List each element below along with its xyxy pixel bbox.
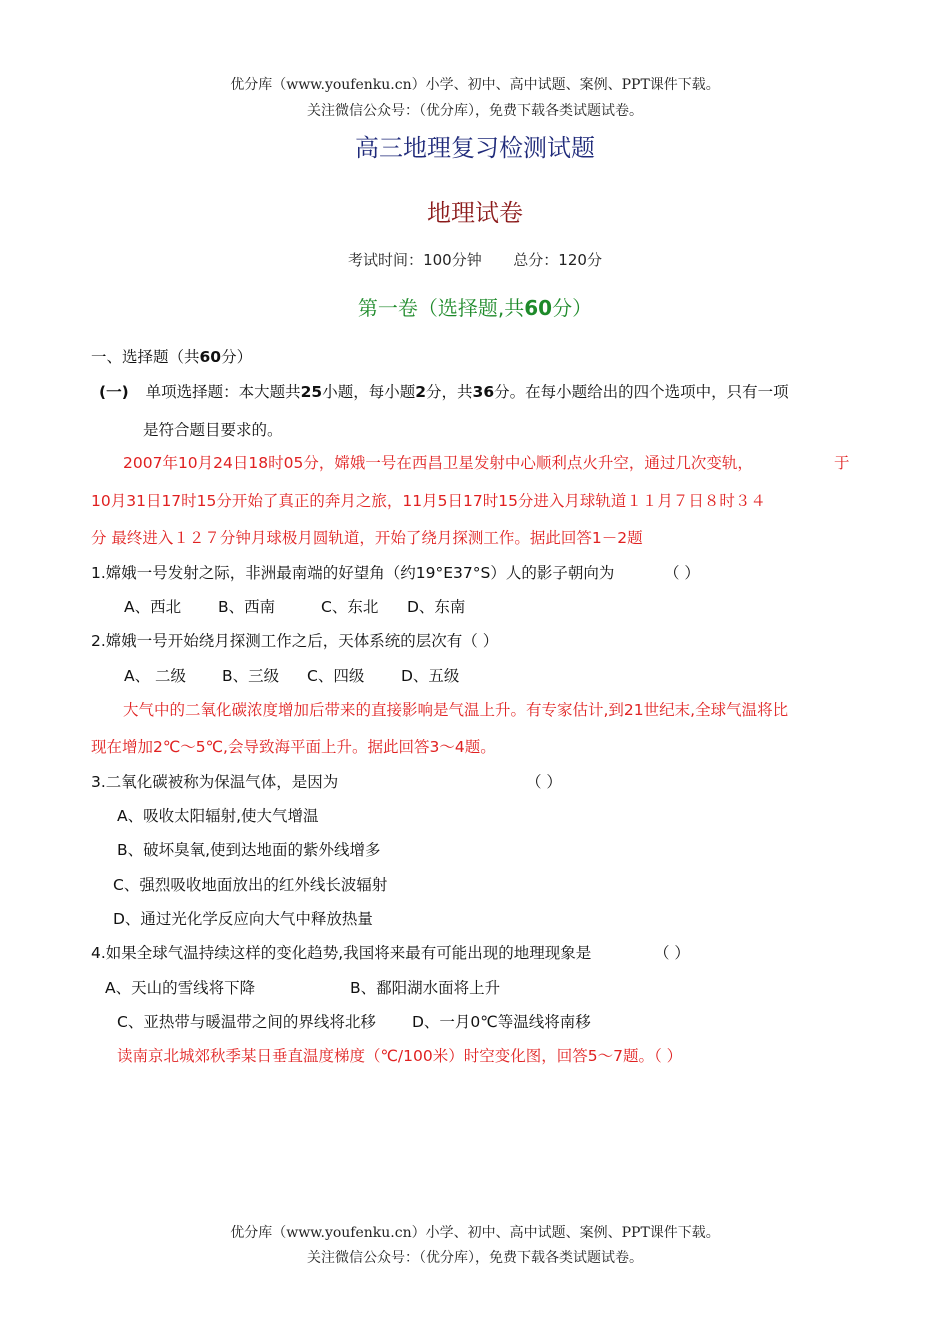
- question-3-option-b: B、破坏臭氧,使到达地面的紫外线增多: [117, 841, 381, 859]
- question-3-blank: （ ）: [526, 773, 562, 791]
- passage1-line-1-tail: 于: [834, 454, 850, 472]
- passage2-line-2: 现在增加2℃～5℃,会导致海平面上升。据此回答3～4题。: [91, 738, 496, 756]
- passage1-line-3: 分 最终进入１２７分钟月球极月圆轨道，开始了绕月探测工作。据此回答1－2题: [91, 529, 643, 547]
- question-4-option-b: B、鄱阳湖水面将上升: [350, 979, 501, 997]
- question-4-option-d: D、一月0℃等温线将南移: [412, 1013, 591, 1031]
- question-4-stem: 4.如果全球气温持续这样的变化趋势,我国将来最有可能出现的地理现象是: [91, 944, 592, 962]
- page-title: 高三地理复习检测试题: [355, 134, 595, 162]
- instructions-number: (一): [99, 383, 129, 401]
- part-heading: [91, 345, 252, 367]
- time-unit: 分钟: [451, 251, 482, 269]
- instructions-n2: 2: [415, 383, 427, 401]
- question-2-option-b: B、三级: [222, 667, 280, 685]
- question-1-option-b: B、西南: [218, 598, 276, 616]
- question-2-option-d: D、五级: [401, 667, 460, 685]
- passage1-line-2: 10月31日17时15分开始了真正的奔月之旅，11月5日17时15分进入月球轨道１１月７日８时３４: [91, 492, 766, 510]
- question-1-option-a: A、西北: [124, 598, 182, 616]
- question-4-option-a: A、天山的雪线将下降: [105, 979, 256, 997]
- section-suffix: 分）: [552, 296, 593, 320]
- exam-info: [0, 249, 950, 270]
- question-1-option-c: C、东北: [321, 598, 379, 616]
- header-line-1: 优分库（www.youfenku.cn）小学、初中、高中试题、案例、PPT课件下载。: [230, 77, 720, 93]
- passage2-line-1: 大气中的二氧化碳浓度增加后带来的直接影响是气温上升。有专家估计,到21世纪末,全球气温将比: [123, 701, 789, 719]
- instructions-n3: 36: [472, 383, 495, 401]
- question-3-option-d: D、通过光化学反应向大气中释放热量: [113, 910, 373, 928]
- question-3-stem: 3.二氧化碳被称为保温气体，是因为: [91, 773, 339, 791]
- question-1-blank: （ ）: [664, 564, 700, 582]
- instructions-line-2: 是符合题目要求的。: [143, 421, 283, 439]
- passage3-line-1: 读南京北城郊秋季某日垂直温度梯度（℃/100米）时空变化图，回答5～7题。（ ）: [117, 1047, 683, 1065]
- page-subtitle: 地理试卷: [427, 199, 523, 227]
- question-4-blank: （ ）: [654, 944, 690, 962]
- section-heading: [0, 292, 950, 321]
- question-2-option-c: C、四级: [307, 667, 365, 685]
- part-prefix: 一、选择题（共: [91, 348, 200, 366]
- question-1-stem: 1.嫦娥一号发射之际，非洲最南端的好望角（约19°E37°S）人的影子朝向为: [91, 564, 615, 582]
- instructions-c: 分，共: [426, 383, 473, 401]
- part-points: 60: [199, 348, 222, 366]
- time-value: 100: [423, 251, 452, 269]
- time-label: 考试时间：: [348, 251, 424, 269]
- instructions-n1: 25: [300, 383, 323, 401]
- instructions-b: 小题，每小题: [322, 383, 416, 401]
- instructions-d: 分。在每小题给出的四个选项中，只有一项: [494, 383, 789, 401]
- footer-line-1: 优分库（www.youfenku.cn）小学、初中、高中试题、案例、PPT课件下载。: [230, 1225, 720, 1241]
- instructions-line-1: [99, 380, 789, 402]
- question-3-option-a: A、吸收太阳辐射,使大气增温: [117, 807, 319, 825]
- question-4-option-c: C、亚热带与暖温带之间的界线将北移: [117, 1013, 376, 1031]
- part-suffix: 分）: [221, 348, 253, 366]
- section-points: 60: [524, 296, 553, 320]
- question-1-option-d: D、东南: [407, 598, 466, 616]
- score-value: 120: [558, 251, 587, 269]
- passage1-line-1: 2007年10月24日18时05分，嫦娥一号在西昌卫星发射中心顺利点火升空，通过几次变轨，: [123, 454, 753, 472]
- score-unit: 分: [586, 251, 602, 269]
- section-prefix: 第一卷（选择题,共: [357, 296, 525, 320]
- header-line-2: 关注微信公众号：（优分库），免费下载各类试题试卷。: [307, 103, 643, 119]
- question-2-stem: 2.嫦娥一号开始绕月探测工作之后，天体系统的层次有（ ）: [91, 632, 499, 650]
- score-label: 总分：: [513, 251, 559, 269]
- question-3-option-c: C、强烈吸收地面放出的红外线长波辐射: [113, 876, 388, 894]
- instructions-a: 单项选择题：本大题共: [145, 383, 301, 401]
- question-2-option-a: A、 二级: [124, 667, 187, 685]
- footer-line-2: 关注微信公众号：（优分库），免费下载各类试题试卷。: [307, 1250, 643, 1266]
